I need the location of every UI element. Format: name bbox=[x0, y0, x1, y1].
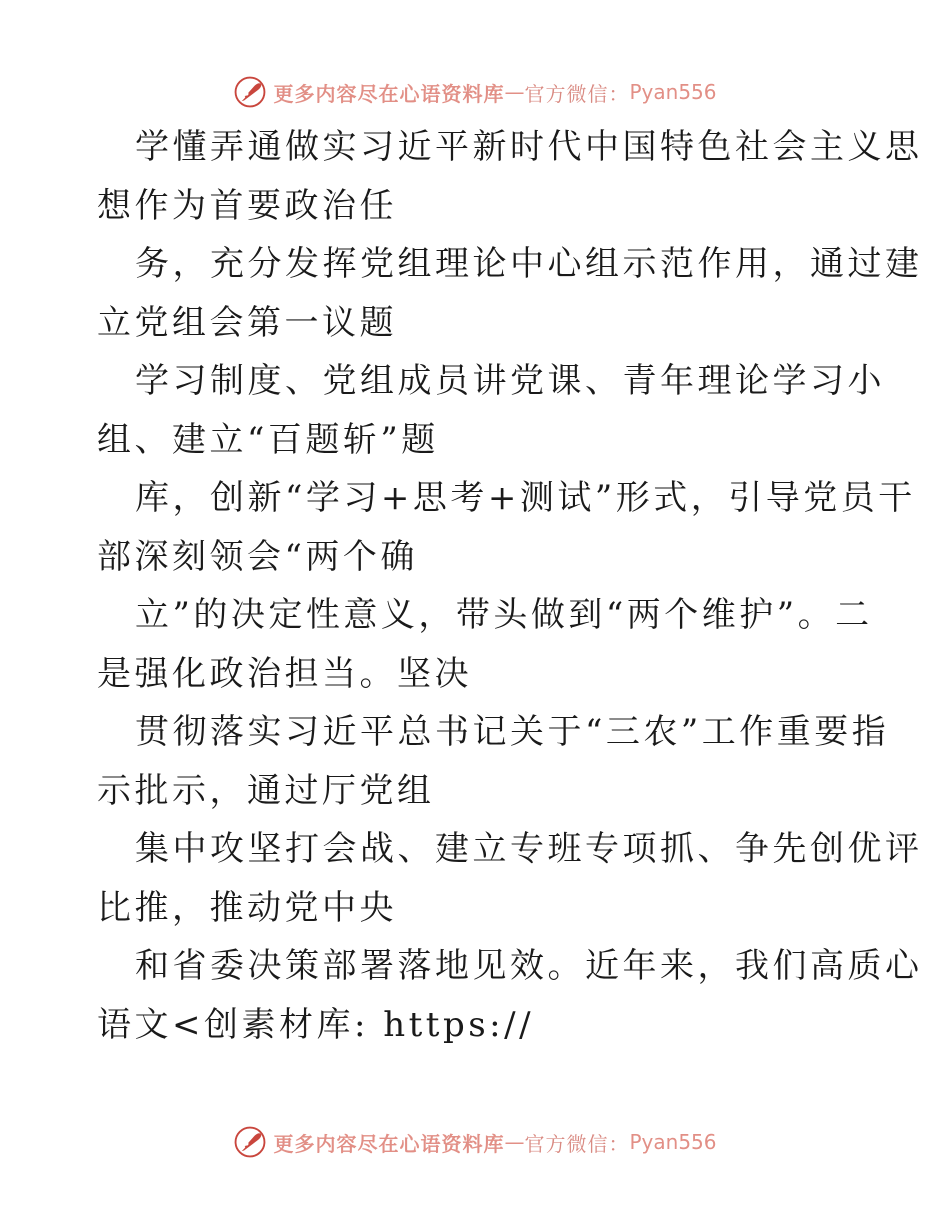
body-line: 集中攻坚打会战、建立专班专项抓、争先创优评 bbox=[135, 829, 923, 869]
body-line: 示批示，通过厅党组 bbox=[97, 770, 435, 811]
body-line: 和省委决策部署落地见效。近年来，我们高质心 bbox=[135, 946, 923, 986]
body-line: 部深刻领会“两个确 bbox=[97, 536, 418, 577]
watermark-brand: 官方微信： bbox=[524, 81, 630, 106]
body-line: 学懂弄通做实习近平新时代中国特色社会主义思 bbox=[135, 127, 923, 167]
quill-pen-logo-icon bbox=[233, 1125, 267, 1159]
watermark-id: Pyan556 bbox=[629, 80, 717, 104]
body-line: 贯彻落实习近平总书记关于“三农”工作重要指 bbox=[135, 712, 890, 752]
body-line: 语文<创素材库: https:// bbox=[97, 1004, 535, 1045]
body-line: 务，充分发挥党组理论中心组示范作用，通过建 bbox=[135, 244, 923, 284]
header-watermark bbox=[0, 72, 950, 112]
body-line: 想作为首要政治任 bbox=[97, 185, 397, 226]
body-line: 立”的决定性意义，带头做到“两个维护”。二 bbox=[135, 595, 873, 635]
body-line: 立党组会第一议题 bbox=[97, 302, 397, 343]
watermark-text: 更多内容尽在心语资料库 bbox=[273, 81, 505, 106]
footer-watermark bbox=[0, 1122, 950, 1162]
body-line: 是强化政治担当。坚决 bbox=[97, 653, 472, 694]
watermark-brand: 官方微信： bbox=[524, 1131, 630, 1156]
watermark-separator: — bbox=[504, 80, 525, 104]
body-line: 比推，推动党中央 bbox=[97, 887, 397, 928]
body-line: 库，创新“学习+思考+测试”形式，引导党员干 bbox=[135, 478, 916, 518]
document-body bbox=[97, 118, 923, 1054]
watermark-separator: — bbox=[504, 1130, 525, 1154]
watermark-id: Pyan556 bbox=[629, 1130, 717, 1154]
watermark-text: 更多内容尽在心语资料库 bbox=[273, 1131, 505, 1156]
body-line: 学习制度、党组成员讲党课、青年理论学习小 bbox=[135, 361, 885, 401]
quill-pen-logo-icon bbox=[233, 75, 267, 109]
body-line: 组、建立“百题斩”题 bbox=[97, 419, 439, 460]
